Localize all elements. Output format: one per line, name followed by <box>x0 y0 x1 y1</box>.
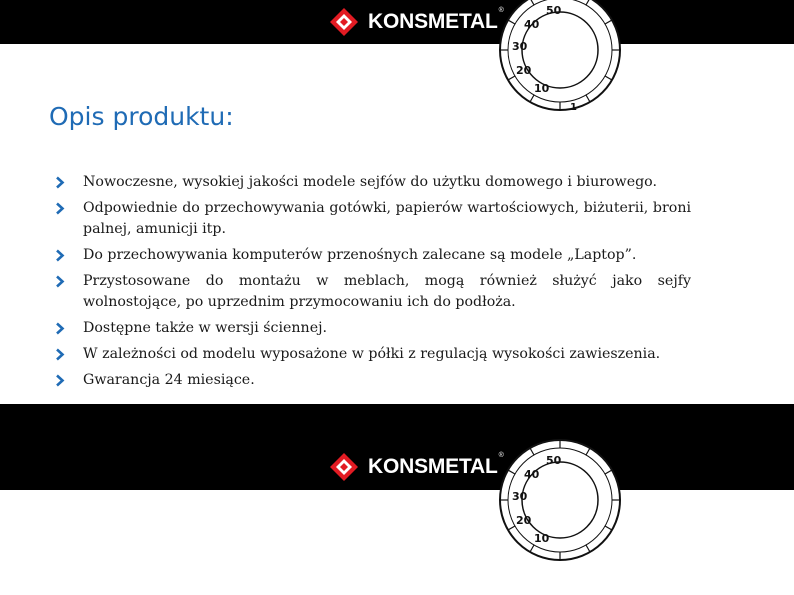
konsmetal-diamond-icon <box>330 453 366 481</box>
list-item-text: Do przechowywania komputerów przenośnych zalecane są modele „Laptop”. <box>83 247 637 263</box>
page-title: Opis produktu: <box>49 102 234 131</box>
dial-number: 30 <box>512 40 528 53</box>
safe-dial-icon <box>498 438 622 562</box>
list-item <box>55 344 691 365</box>
konsmetal-diamond-icon <box>330 8 366 36</box>
dial-number: 10 <box>534 532 550 545</box>
registered-mark: ® <box>498 7 504 14</box>
list-item-text: Przystosowane do montażu w meblach, mogą również służyć jako sejfy wolnostojące, po uprzednim przymocowaniu ich do podłoża. <box>83 273 691 310</box>
chevron-right-icon <box>55 322 65 335</box>
list-item <box>55 198 691 240</box>
chevron-right-icon <box>55 249 65 262</box>
list-item <box>55 318 691 339</box>
list-item-text: Gwarancja 24 miesiące. <box>83 372 255 388</box>
chevron-right-icon <box>55 275 65 288</box>
list-item <box>55 370 691 391</box>
dial-number: 30 <box>512 490 528 503</box>
list-item-text: Dostępne także w wersji ściennej. <box>83 320 328 336</box>
list-item-text: W zależności od modelu wyposażone w półki z regulacją wysokości zawieszenia. <box>83 346 661 362</box>
dial-number: 20 <box>516 64 532 77</box>
dial-number: 1 <box>570 102 577 112</box>
dial-number: 50 <box>546 454 562 467</box>
dial-number: 50 <box>546 4 562 17</box>
list-item <box>55 245 691 266</box>
chevron-right-icon <box>55 374 65 387</box>
chevron-right-icon <box>55 202 65 215</box>
dial-number: 10 <box>534 82 550 95</box>
list-item-text: Nowoczesne, wysokiej jakości modele sejfów do użytku domowego i biurowego. <box>83 174 657 190</box>
list-item <box>55 172 691 193</box>
brand-name: KONSMETAL <box>368 10 498 33</box>
dial-number: 40 <box>524 18 540 31</box>
konsmetal-logo <box>330 8 504 36</box>
safe-dial-icon <box>498 0 622 112</box>
registered-mark: ® <box>498 452 504 459</box>
brand-name: KONSMETAL <box>368 455 498 478</box>
dial-number: 20 <box>516 514 532 527</box>
feature-list <box>55 172 691 396</box>
list-item-text: Odpowiednie do przechowywania gotówki, papierów wartościowych, biżuterii, broni palnej, amunicji itp. <box>83 200 691 237</box>
dial-number: 40 <box>524 468 540 481</box>
chevron-right-icon <box>55 176 65 189</box>
konsmetal-logo <box>330 453 504 481</box>
list-item <box>55 271 691 313</box>
chevron-right-icon <box>55 348 65 361</box>
